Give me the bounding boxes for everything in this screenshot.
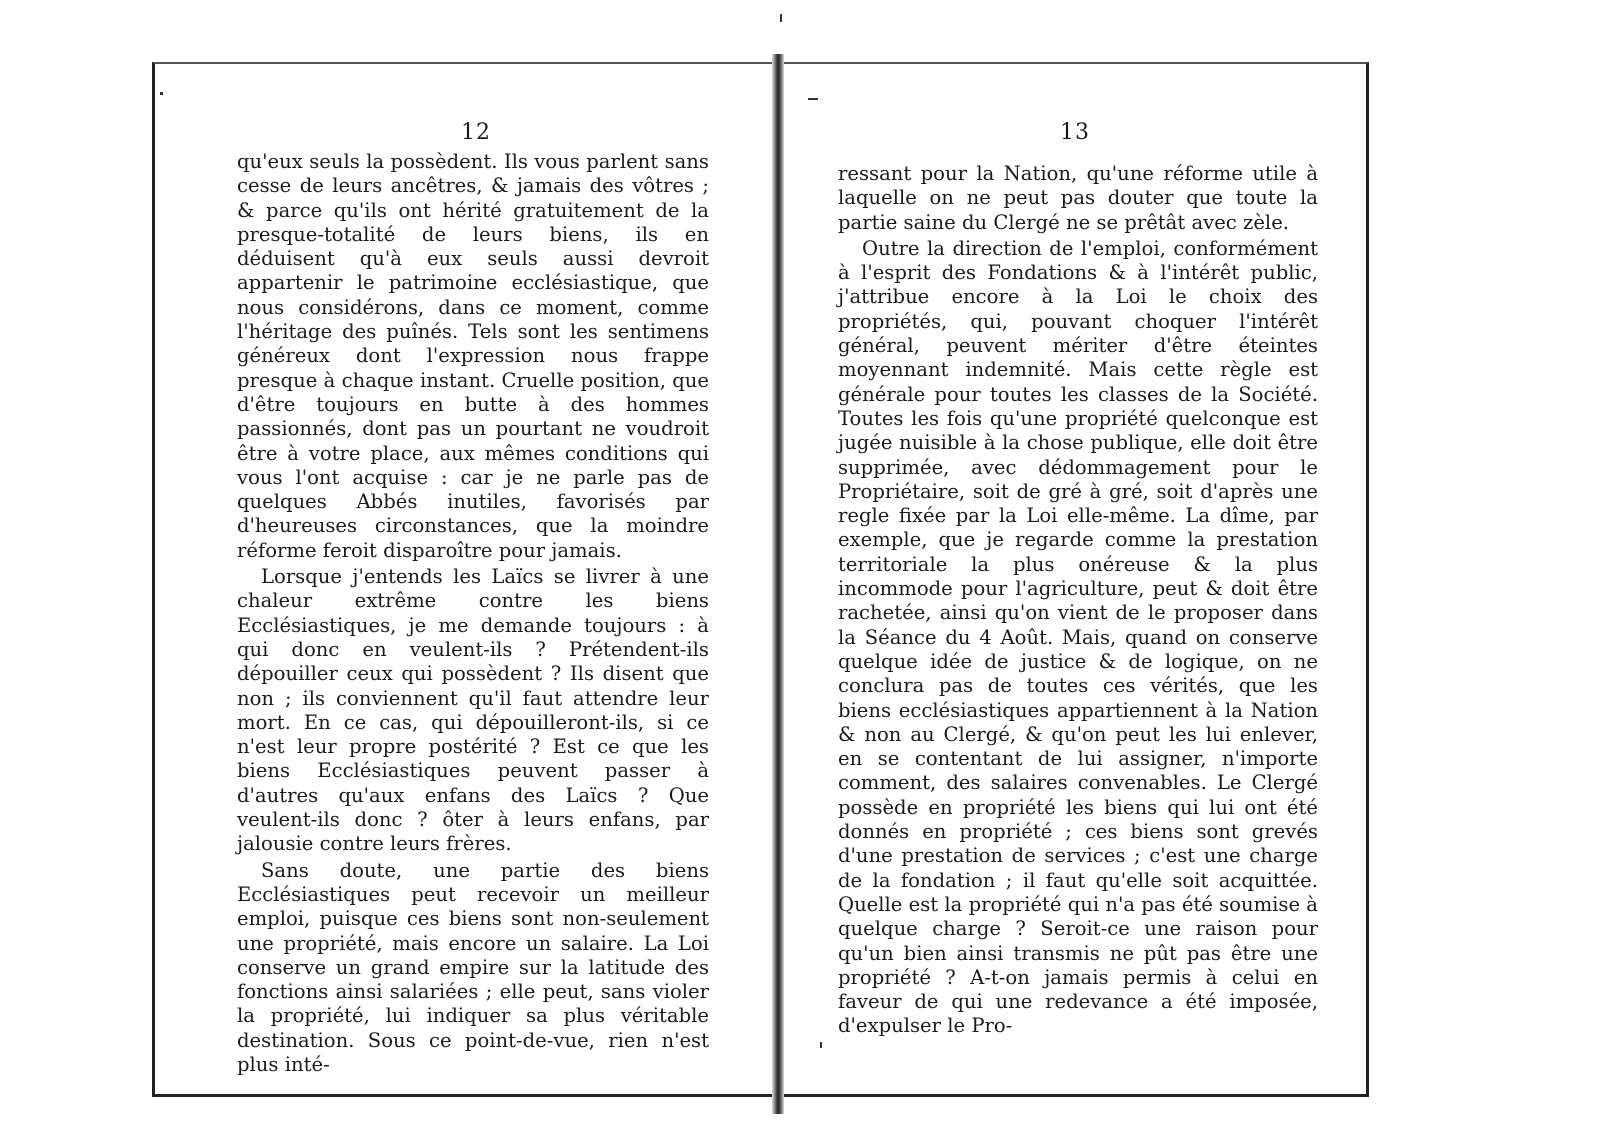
book-spine [772, 54, 784, 1114]
page-number-right: 13 [1060, 120, 1090, 145]
paragraph: qu'eux seuls la possèdent. Ils vous parlent sans cesse de leurs ancêtres, & jamais des vôtres ; & parce qu'ils ont hérité gratuitement de la presque-totalité de leurs biens, ils en déduisent qu'à eux seuls aussi devroit appartenir le patrimoine ecclésiastique, que nous considérons, dans ce moment, comme l'héritage des puînés. Tels sont les sentimens généreux dont l'expression nous frappe presque à chaque instant. Cruelle position, que d'être toujours en butte à des hommes passionnés, dont pas un pourtant ne voudroit être à votre place, aux mêmes conditions qui vous l'ont acquise : car je ne parle pas de quelques Abbés inutiles, favorisés par d'heureuses circonstances, que la moindre réforme feroit disparoître pour jamais. [237, 150, 709, 562]
scan-speck [160, 92, 163, 95]
paragraph: Outre la direction de l'emploi, conformément à l'esprit des Fondations & à l'intérêt public, j'attribue encore à la Loi le choix des propriétés, qui, pouvant choquer l'intérêt général, peuvent mériter d'être éteintes moyennant indemnité. Mais cette règle est générale pour toutes les classes de la Société. Toutes les fois qu'une propriété quelconque est jugée nuisible à la chose publique, elle doit être supprimée, avec dédommagement pour le Propriétaire, soit de gré à gré, soit d'après une regle fixée par la Loi elle-même. La dîme, par exemple, que je regarde comme la prestation territoriale la plus onéreuse & la plus incommode pour l'agriculture, peut & doit être rachetée, ainsi qu'on vient de le proposer dans la Séance du 4 Août. Mais, quand on conserve quelque idée de justice & de logique, on ne conclura pas de toutes ces vérités, que les biens ecclésiastiques appartiennent à la Nation & non au Clergé, & qu'on peut les lui enlever, en se contentant de lui assigner, n'importe comment, des salaires convenables. Le Clergé possède en propriété les biens qui lui ont été donnés en propriété ; ces biens sont grevés d'une prestation de services ; c'est une charge de la fondation ; il faut qu'elle soit acquittée. Quelle est la propriété qui n'a pas été soumise à quelque charge ? Seroit-ce une raison pour qu'un bien ainsi transmis ne pût pas être une propriété ? A-t-on jamais permis à celui en faveur de qui une redevance a été imposée, d'expulser le Pro- [838, 236, 1318, 1038]
paragraph: Lorsque j'entends les Laïcs se livrer à une chaleur extrême contre les biens Ecclésiastiques, je me demande toujours : à qui donc en veulent-ils ? Prétendent-ils dépouiller ceux qui possèdent ? Ils disent que non ; ils conviennent qu'il faut attendre leur mort. En ce cas, qui dépouilleront-ils, si ce n'est leur propre postérité ? Est ce que les biens Ecclésiastiques peuvent passer à d'autres qu'aux enfans des Laïcs ? Que veulent-ils donc ? ôter à leurs enfans, par jalousie contre leurs frères. [237, 565, 709, 856]
left-page [152, 62, 775, 1097]
right-page-text [838, 162, 1318, 1039]
left-page-text [237, 150, 709, 1077]
paragraph: ressant pour la Nation, qu'une réforme utile à laquelle on ne peut pas douter que toute la partie saine du Clergé ne se prêtât avec zèle. [838, 162, 1318, 234]
scan-speck [780, 14, 782, 22]
page-number-left: 12 [461, 120, 491, 145]
right-page [784, 62, 1369, 1097]
open-book [152, 62, 1366, 1092]
scan-speck [808, 98, 818, 100]
scan-speck [820, 1042, 822, 1048]
paragraph: Sans doute, une partie des biens Ecclésiastiques peut recevoir un meilleur emploi, puisque ces biens sont non-seulement une propriété, mais encore un salaire. La Loi conserve un grand empire sur la latitude des fonctions ainsi salariées ; elle peut, sans violer la propriété, lui indiquer sa plus véritable destination. Sous ce point-de-vue, rien n'est plus inté- [237, 858, 709, 1076]
